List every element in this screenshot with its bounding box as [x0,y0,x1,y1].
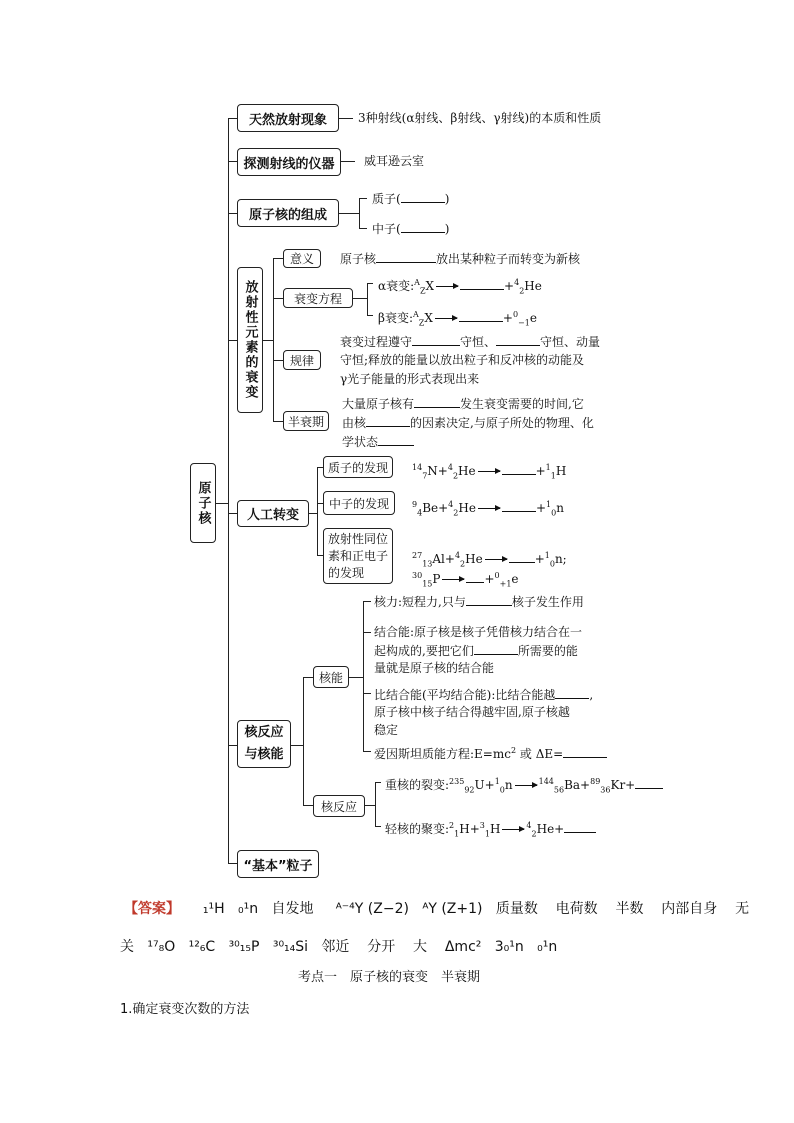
branch-artificial-transmutation: 人工转变 [237,500,309,527]
specific-binding-1: 比结合能(平均结合能):比结合能越 , [374,688,594,702]
connector [317,467,318,555]
node-decay-equation: 衰变方程 [283,288,353,308]
branch-elementary-particles: “基本”粒子 [237,850,319,878]
branch-detector [237,148,341,176]
proton-reaction: $^{14}_7$N+$^4_2$He +$^1_1$H [412,463,567,481]
connector [375,826,381,827]
node-nuclear-reaction: 核反应 [313,795,365,817]
connector [375,782,381,783]
node-nuclear-energy: 核能 [313,666,349,688]
branch-label: 放射性元素的衰变 [242,280,258,400]
connector [363,751,371,752]
specific-binding-2: 原子核中核子结合得越牢固,原子核越 [374,705,570,719]
connector [273,258,283,259]
connector [367,283,373,284]
proton-item: 质子( ) [372,192,450,206]
branch-detail: 威耳逊云室 [364,154,425,168]
node-neutron-discovery: 中子的发现 [323,491,395,515]
branch-detail: 3种射线(α射线、β射线、γ射线)的本质和性质 [358,111,602,125]
node-meaning: 意义 [283,249,321,268]
law-line-2: 守恒;释放的能量以放出粒子和反冲核的动能及 [340,353,585,367]
fusion: 轻核的聚变:$^2_1$H+$^3_1$H $^4_2$He+ [385,818,596,842]
answer-label: 【答案】 [124,901,180,917]
node-half-life: 半衰期 [283,411,329,431]
branch-nuclear-energy: 核反应与核能 [237,720,291,768]
spine [228,118,229,863]
binding-energy-1: 结合能:原子核是核子凭借核力结合在一 [374,625,583,639]
nuclear-force: 核力:短程力,只与 核子发生作用 [374,595,584,609]
branch-label: 探测射线的仪器 [243,156,335,172]
connector [273,298,283,299]
connector [216,503,228,504]
connector [375,782,376,826]
node-law: 规律 [283,350,321,370]
alpha-decay: α衰变:$^A_Z$X +$^4_2$He [378,278,542,296]
binding-energy-3: 量就是原子核的结合能 [374,661,495,675]
binding-energy-2: 起构成的,要把它们 所需要的能 [374,644,578,658]
beta-decay: β衰变:$^A_Z$X +$^0_{-1}$e [378,310,537,328]
connector [273,421,283,422]
root-node [190,463,216,543]
halflife-line-2: 由核 的因素决定,与原子所处的物理、化 [342,416,594,430]
specific-binding-3: 稳定 [374,723,399,737]
node-proton-discovery: 质子的发现 [323,456,393,478]
node-isotope-positron-discovery: 放射性同位素和正电子的发现 [323,528,393,584]
branch-nucleus-composition [237,199,339,227]
neutron-reaction: $^9_4$Be+$^4_2$He +$^1_0$n [412,500,564,518]
connector [363,601,371,602]
fission: 重核的裂变:$^{235}_{92}$U+$^1_0$n $^{144}_{56}$Ba+$^{89}_{36}$Kr+ [385,774,663,798]
section-title: 考点一 原子核的衰变 半衰期 [298,970,481,985]
connector [303,677,313,678]
connector [339,213,359,214]
branch-radioactive-decay [237,267,263,413]
connector [303,805,313,806]
answer-line-2: 关 ¹⁷₈O ¹²₆C ³⁰₁₅P ³⁰₁₄Si 邻近 分开 大 Δmc² 3₀¹n ₀¹n [120,939,558,955]
connector [291,745,303,746]
connector [363,632,371,633]
connector [359,198,360,228]
connector [263,340,273,341]
meaning-text: 原子核 放出某种粒子而转变为新核 [340,252,581,266]
root-label: 原子核 [195,480,211,526]
connector [365,805,375,806]
halflife-line-1: 大量原子核有 发生衰变需要的时间,它 [342,397,584,411]
connector [341,161,355,162]
connector [273,360,283,361]
answer-line-1: 【答案】 ₁¹H ₀¹n 自发地 ᴬ⁻⁴Y (Z−2) ᴬY (Z+1) 质量数 电荷数 半数 内部自身 无 [124,901,750,917]
mass-energy-equation: 爱因斯坦质能方程$:E=mc^2$ 或 ΔE= [374,743,607,762]
connector [303,677,304,805]
branch-natural-radioactivity [237,104,339,132]
connector [339,118,353,119]
neutron-item: 中子( ) [372,222,450,236]
connector [359,228,367,229]
branch-label: 原子核的组成 [248,207,327,223]
connector [363,693,371,694]
connector [367,283,368,315]
item-1: 1.确定衰变次数的方法 [120,1002,250,1017]
connector [363,601,364,751]
isotope-reaction-1: $^{27}_{13}$Al+$^4_2$He +$^1_0$n; [412,551,567,569]
connector [309,513,317,514]
connector [367,315,373,316]
isotope-reaction-2: $^{30}_{15}$P +$^0_{+1}$e [412,571,519,589]
connector [349,677,363,678]
halflife-line-3: 学状态 [342,433,414,450]
law-line-3: γ光子能量的形式表现出来 [340,372,480,386]
connector [359,198,367,199]
branch-label: 天然放射现象 [248,112,327,128]
connector [353,298,367,299]
connector [273,258,274,421]
law-line-1: 衰变过程遵守 守恒、 守恒、动量 [340,335,601,349]
